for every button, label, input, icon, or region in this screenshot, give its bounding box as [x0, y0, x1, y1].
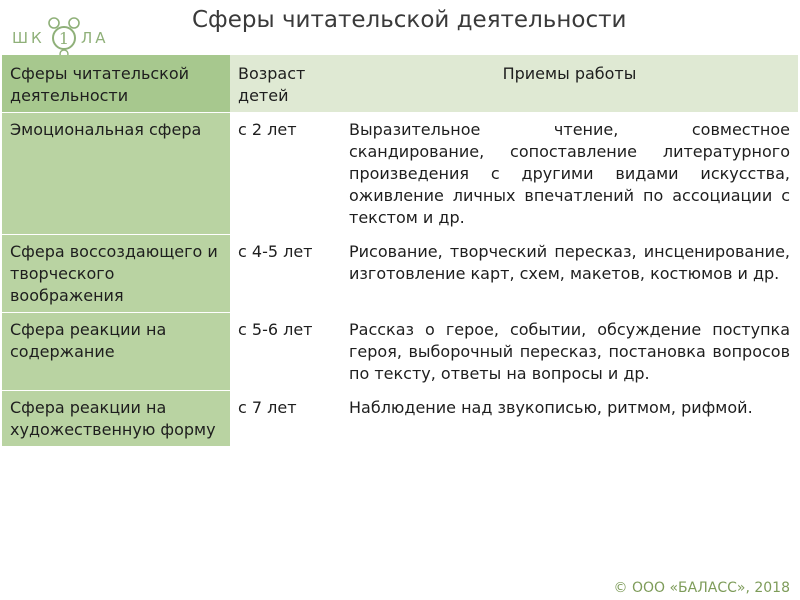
header-sphere: Сферы читательской деятельности [2, 55, 230, 113]
row-age: с 4-5 лет [230, 235, 341, 313]
copyright-footer: © ООО «БАЛАСС», 2018 [613, 580, 790, 596]
row-methods: Наблюдение над звукописью, ритмом, рифмой. [341, 391, 798, 447]
page-title: Сферы читательской деятельности [192, 7, 627, 33]
row-sphere: Сфера воссоздающего и творческого воображения [2, 235, 230, 313]
row-sphere: Сфера реакции на художественную форму [2, 391, 230, 447]
table-row [2, 391, 798, 447]
row-sphere: Эмоциональная сфера [2, 113, 230, 235]
table-header-row [2, 55, 798, 113]
row-methods: Выразительное чтение, совместное скандирование, сопоставление литературного произведения с другими видами искусства, оживление личных впечатлений по ассоциации с текстом и др. [341, 113, 798, 235]
row-sphere: Сфера реакции на содержание [2, 313, 230, 391]
row-methods: Рассказ о герое, событии, обсуждение поступка героя, выборочный пересказ, постановка вопросов по тексту, ответы на вопросы и др. [341, 313, 798, 391]
logo-right-letters: ЛА [81, 29, 109, 47]
row-age: с 5-6 лет [230, 313, 341, 391]
header-methods: Приемы работы [341, 55, 798, 113]
row-age: с 2 лет [230, 113, 341, 235]
row-methods: Рисование, творческий пересказ, инсценирование, изготовление карт, схем, макетов, костюмов и др. [341, 235, 798, 313]
logo-numeral: 1 [58, 29, 70, 48]
logo-left-letters: ШК [12, 29, 45, 47]
header-age: Возраст детей [230, 55, 341, 113]
table-row [2, 235, 798, 313]
row-age: с 7 лет [230, 391, 341, 447]
table-row [2, 313, 798, 391]
table-row [2, 113, 798, 235]
reading-spheres-table [2, 55, 798, 447]
